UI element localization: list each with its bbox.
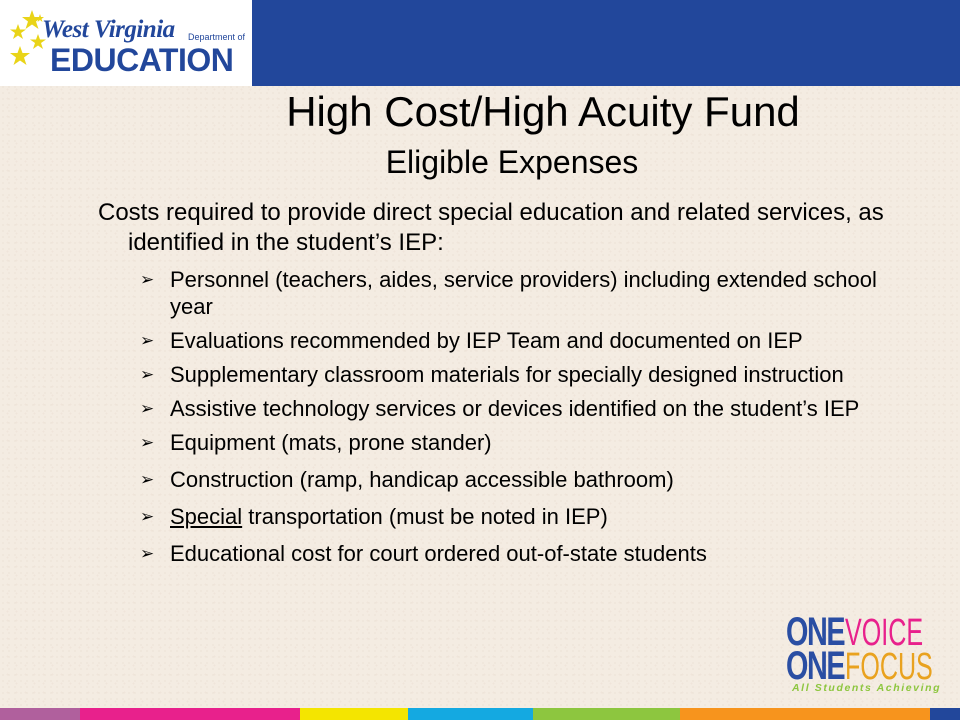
intro-paragraph: Costs required to provide direct special education and related services, as identified in the student’s IEP: — [98, 199, 884, 256]
arrow-bullet-icon: ➢ — [140, 433, 155, 452]
list-item-text: Supplementary classroom materials for specially designed instruction — [170, 362, 844, 387]
arrow-bullet-icon: ➢ — [140, 331, 155, 350]
logo-state-name: West Virginia — [42, 16, 175, 43]
list-item — [140, 395, 900, 422]
header-bar — [0, 0, 960, 86]
footer-stripe — [533, 708, 680, 720]
list-item — [140, 327, 900, 354]
list-item-text: Evaluations recommended by IEP Team and documented on IEP — [170, 328, 803, 353]
logo-one-text: ONE — [786, 610, 845, 654]
one-voice-one-focus-logo — [786, 610, 954, 698]
list-item-text: Personnel (teachers, aides, service providers) including extended school year — [170, 267, 877, 319]
list-item-text: Equipment (mats, prone stander) — [170, 430, 492, 455]
list-item — [140, 266, 900, 320]
list-item-text: Construction (ramp, handicap accessible bathroom) — [170, 467, 674, 492]
logo-voice-text: VOICE — [844, 612, 923, 654]
list-item — [140, 361, 900, 388]
list-item — [140, 466, 900, 493]
expense-list — [140, 266, 900, 577]
footer-stripe — [930, 708, 960, 720]
list-item — [140, 540, 900, 567]
footer-stripe — [0, 708, 80, 720]
arrow-bullet-icon: ➢ — [140, 544, 155, 563]
arrow-bullet-icon: ➢ — [140, 507, 155, 526]
arrow-bullet-icon: ➢ — [140, 365, 155, 384]
logo-education: EDUCATION — [50, 42, 234, 78]
slide-subtitle: Eligible Expenses — [385, 144, 639, 180]
arrow-bullet-icon: ➢ — [140, 399, 155, 418]
logo-one-text: ONE — [786, 644, 845, 688]
list-item-text: Assistive technology services or devices identified on the student’s IEP — [170, 396, 860, 421]
wvde-logo — [0, 0, 252, 86]
footer-stripe — [300, 708, 408, 720]
list-item — [140, 503, 900, 530]
underlined-word: Special — [170, 504, 243, 529]
footer-stripe — [408, 708, 533, 720]
logo-department: Department of — [188, 32, 246, 42]
footer-color-stripes — [0, 708, 960, 720]
logo-focus-text: FOCUS — [844, 646, 933, 688]
slide-title: High Cost/High Acuity Fund — [286, 88, 800, 135]
arrow-bullet-icon: ➢ — [140, 270, 155, 289]
list-item — [140, 429, 900, 456]
footer-stripe — [680, 708, 930, 720]
footer-stripe — [80, 708, 300, 720]
arrow-bullet-icon: ➢ — [140, 470, 155, 489]
logo-tagline: All Students Achieving — [792, 682, 942, 694]
list-item-text: transportation (must be noted in IEP) — [242, 504, 608, 529]
list-item-text: Educational cost for court ordered out-of-state students — [170, 541, 707, 566]
